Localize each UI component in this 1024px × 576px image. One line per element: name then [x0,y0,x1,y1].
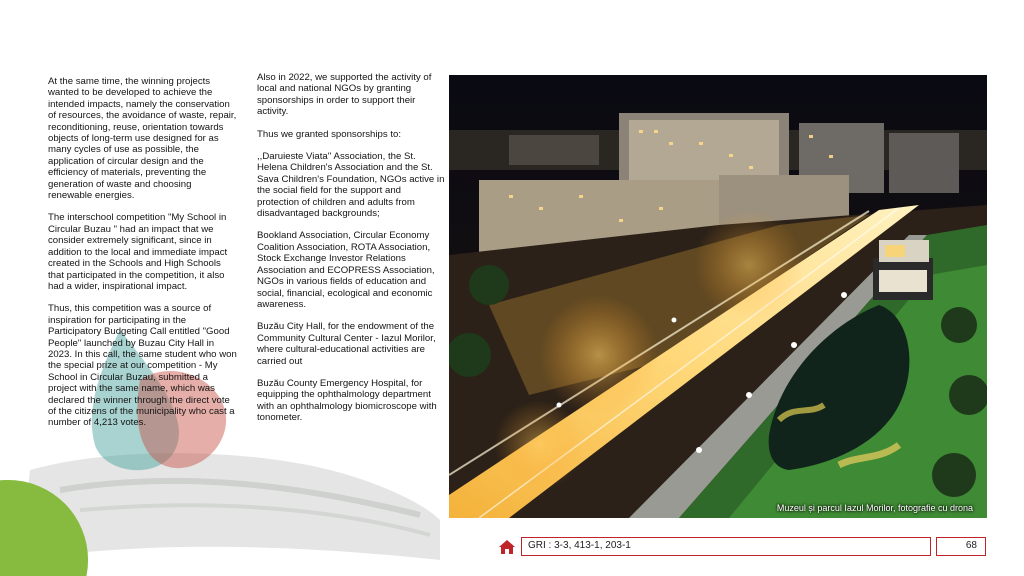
paragraph-sponsorships-intro: Thus we granted sponsorships to: [257,128,401,140]
paragraph-interschool-competition: The interschool competition "My School in Circular Buzau " had an impact that we consider extremely significant, since in addition to the local and immediate impact created in the Schools and High Schools that participated in the competition, it also had a wider, inspirational impact. [48,212,228,292]
home-icon[interactable] [498,539,516,555]
paragraph-emergency-hospital: Buzău County Emergency Hospital, for equipping the ophthalmology department with an ophthalmology biomicroscope with tonometer. [257,377,437,424]
middle-text-column [257,72,445,435]
left-text-column [48,76,238,440]
photo-caption: Muzeul și parcul Iazul Morilor, fotografie cu drona [776,503,973,513]
paragraph-social-ngos: ,,Daruieste Viata'' Association, the St. Helena Children's Association and the St. Sava Children's Foundation, NGOs active in the social field for the support and protection of children and adults from disadvantaged backgrounds; [257,151,445,220]
paragraph-winning-projects: At the same time, the winning projects wanted to be developed to achieve the intended impacts, namely the conservation of resources, the avoidance of waste, repair, reconditioning, reuse, orientation towards objects of long-term use designed for as many cycles of use as possible, the application of circular design and the efficiency of materials, preventing the generation of waste and choosing renewable energies. [48,76,237,202]
paragraph-city-hall: Buzău City Hall, for the endowment of the Community Cultural Center - Iazul Morilor, where cultural-educational activities are carried out [257,321,436,367]
page-number-box [936,537,986,556]
page-number: 68 [965,540,977,551]
paragraph-education-ngos: Bookland Association, Circular Economy Coalition Association, ROTA Association, Stock Exchange Investor Relations Association and ECOPRESS Association, NGOs in various fields of education and social, financial, ecological and economic awareness. [257,230,435,310]
gri-reference-text: GRI : 3-3, 413-1, 203-1 [528,540,631,551]
aerial-night-photo [449,75,987,518]
paragraph-participatory-budgeting: Thus, this competition was a source of inspiration for participating in the Participatory Budgeting Call entitled "Good People" launched by Buzau City Hall in 2023. In this call, the same student who won the special prize at our competition - My School in Circular Buzau, submitted a project with the same name, which was declared the winner through the direct vote of the citizens of the municipality who cast a number of 4,213 votes. [48,303,237,429]
photo-illustration [449,75,987,518]
paragraph-ngo-support: Also in 2022, we supported the activity of local and national NGOs by granting sponsorships in order to support their activity. [257,72,432,118]
gri-reference-box [521,537,931,556]
